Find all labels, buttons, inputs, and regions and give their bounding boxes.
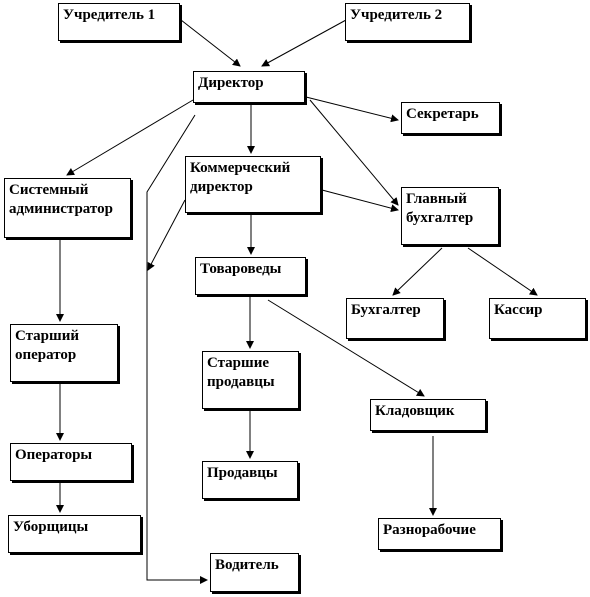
node-merchandisers: Товароведы	[195, 257, 306, 295]
edge-commercial-director-to-chief-accountant	[322, 190, 398, 210]
node-senior-operator: Старший оператор	[10, 324, 118, 382]
edge-director-to-sysadmin	[67, 100, 193, 175]
node-senior-sellers: Старшие продавцы	[202, 351, 299, 409]
edge-commercial-director-to-driver	[148, 200, 185, 270]
node-secretary: Секретарь	[401, 102, 500, 134]
edge-director-to-chief-accountant	[310, 100, 398, 205]
node-commercial-director: Коммерческий директор	[185, 156, 321, 213]
edge-chief-accountant-to-cashier	[468, 248, 537, 295]
node-operators: Операторы	[10, 443, 132, 481]
node-driver: Водитель	[210, 553, 299, 592]
node-founder-1: Учредитель 1	[58, 3, 180, 41]
node-system-administrator: Системный администратор	[4, 178, 131, 238]
node-founder-2: Учредитель 2	[345, 3, 470, 41]
edge-founder1-to-director	[181, 20, 240, 66]
edge-chief-accountant-to-accountant	[393, 248, 442, 295]
node-cleaners: Уборщицы	[8, 515, 141, 553]
edge-director-to-secretary	[306, 97, 398, 120]
node-director: Директор	[193, 71, 305, 103]
node-laborers: Разнорабочие	[378, 518, 501, 550]
node-storekeeper: Кладовщик	[370, 399, 486, 431]
node-cashier: Кассир	[489, 298, 586, 339]
node-sellers: Продавцы	[202, 461, 298, 499]
edge-founder2-to-director	[262, 20, 346, 66]
node-accountant: Бухгалтер	[346, 298, 444, 339]
node-chief-accountant: Главный бухгалтер	[401, 187, 499, 245]
